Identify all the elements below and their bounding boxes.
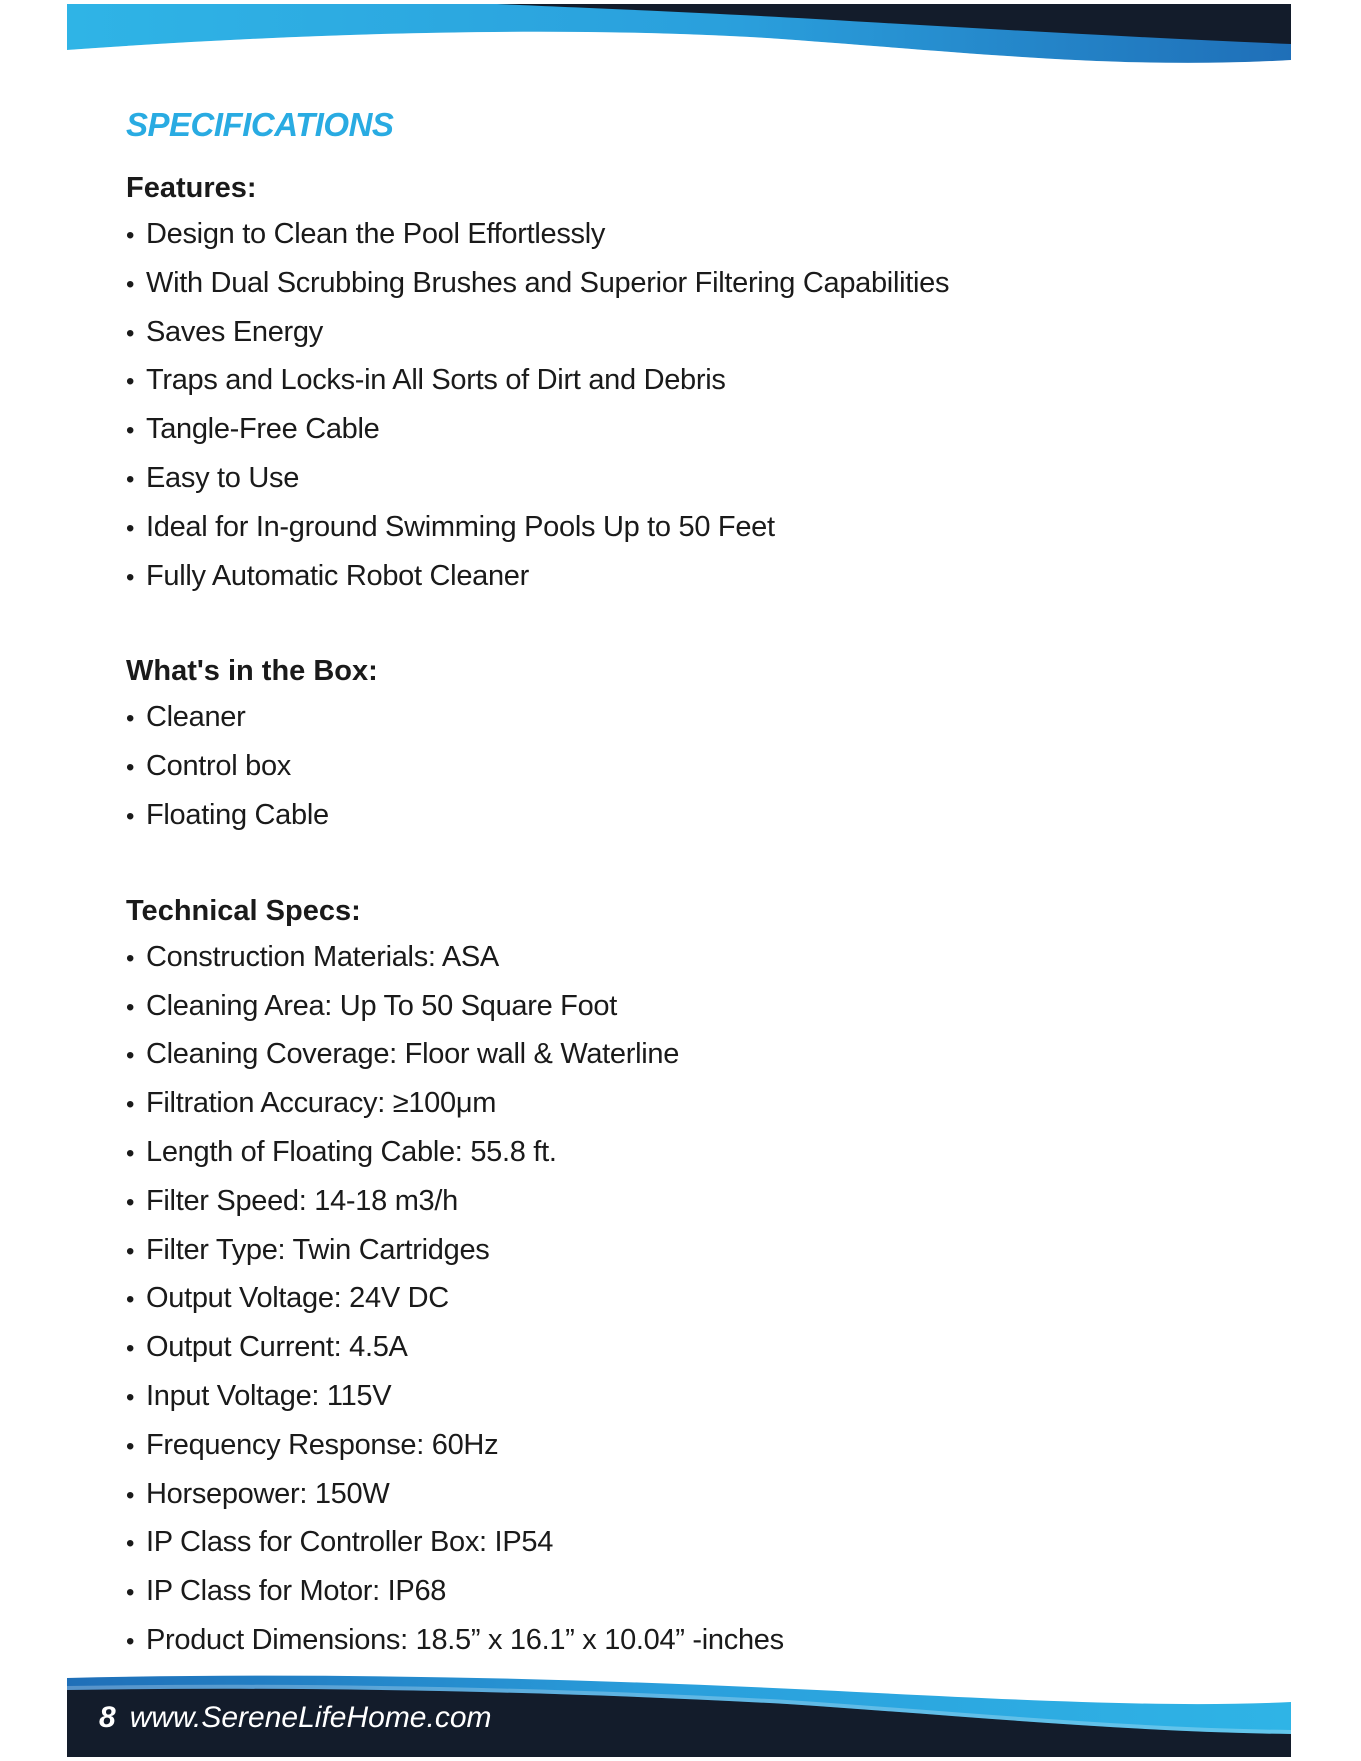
- list-item: • Ideal for In-ground Swimming Pools Up to 50 Feet: [126, 504, 1246, 553]
- list-item: • Output Voltage: 24V DC: [126, 1275, 1246, 1324]
- features-heading: Features:: [126, 172, 257, 204]
- page-title: SPECIFICATIONS: [126, 106, 394, 143]
- list-item: • With Dual Scrubbing Brushes and Superior Filtering Capabilities: [126, 260, 1246, 309]
- list-item: • Construction Materials: ASA: [126, 934, 1246, 983]
- box-contents-heading: What's in the Box:: [126, 655, 378, 688]
- list-item: • Length of Floating Cable: 55.8 ft.: [126, 1129, 1246, 1178]
- list-item: • Floating Cable: [126, 792, 1246, 841]
- list-item: • Tangle-Free Cable: [126, 406, 1246, 455]
- list-item: • Cleaning Coverage: Floor wall & Waterline: [126, 1031, 1246, 1080]
- header-wave-band: [67, 4, 1291, 80]
- list-item: • Input Voltage: 115V: [126, 1373, 1246, 1422]
- technical-specs-heading: Technical Specs:: [126, 894, 361, 927]
- features-list: [126, 211, 1246, 601]
- list-item: • IP Class for Controller Box: IP54: [126, 1519, 1246, 1568]
- list-item: • Easy to Use: [126, 455, 1246, 504]
- list-item: • Output Current: 4.5A: [126, 1324, 1246, 1373]
- technical-specs-list: [126, 934, 1246, 1666]
- list-item: • Design to Clean the Pool Effortlessly: [126, 211, 1246, 260]
- list-item: • Product Dimensions: 18.5” x 16.1” x 10.04” -inches: [126, 1617, 1246, 1666]
- page-number: 8: [99, 1701, 116, 1734]
- list-item: • Cleaner: [126, 694, 1246, 743]
- list-item: • Filtration Accuracy: ≥100μm: [126, 1080, 1246, 1129]
- list-item: • IP Class for Motor: IP68: [126, 1568, 1246, 1617]
- list-item: • Filter Type: Twin Cartridges: [126, 1227, 1246, 1276]
- website-url: www.SereneLifeHome.com: [129, 1701, 492, 1734]
- list-item: • Control box: [126, 743, 1246, 792]
- specifications-content: [126, 100, 1246, 1666]
- list-item: • Fully Automatic Robot Cleaner: [126, 553, 1246, 602]
- list-item: • Saves Energy: [126, 309, 1246, 358]
- list-item: • Cleaning Area: Up To 50 Square Foot: [126, 983, 1246, 1032]
- list-item: • Frequency Response: 60Hz: [126, 1422, 1246, 1471]
- list-item: • Horsepower: 150W: [126, 1471, 1246, 1520]
- box-contents-list: [126, 694, 1246, 840]
- list-item: • Traps and Locks-in All Sorts of Dirt and Debris: [126, 357, 1246, 406]
- footer: [99, 1698, 492, 1738]
- list-item: • Filter Speed: 14-18 m3/h: [126, 1178, 1246, 1227]
